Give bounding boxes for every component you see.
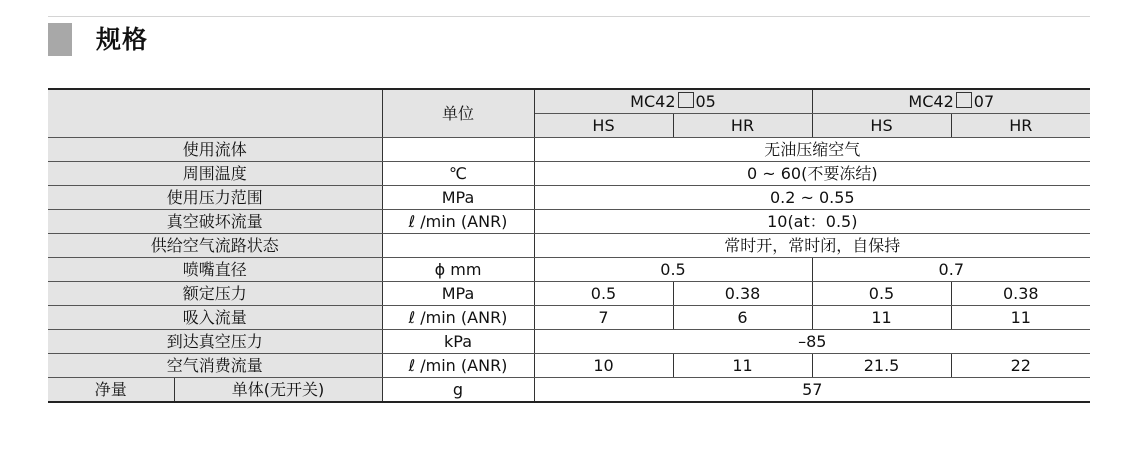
row-value: –85 bbox=[534, 330, 1090, 354]
table-row bbox=[48, 306, 1090, 330]
row-value: 0.5 bbox=[812, 282, 951, 306]
table-row bbox=[48, 162, 1090, 186]
row-unit: ℓ /min (ANR) bbox=[382, 354, 534, 378]
row-label: 供给空气流路状态 bbox=[48, 234, 382, 258]
subheader-b-hr: HR bbox=[951, 114, 1090, 138]
row-value: 11 bbox=[673, 354, 812, 378]
header-unit-cell: 单位 bbox=[382, 89, 534, 138]
row-unit: ℓ /min (ANR) bbox=[382, 306, 534, 330]
subheader-a-hr: HR bbox=[673, 114, 812, 138]
row-value: 0 ~ 60(不要冻结) bbox=[534, 162, 1090, 186]
row-label: 真空破坏流量 bbox=[48, 210, 382, 234]
square-box-icon bbox=[956, 92, 972, 108]
row-value: 7 bbox=[534, 306, 673, 330]
header-item-cell bbox=[48, 89, 382, 138]
header-model-a bbox=[534, 89, 812, 114]
row-value: 10 bbox=[534, 354, 673, 378]
table-row bbox=[48, 210, 1090, 234]
row-value: 0.38 bbox=[951, 282, 1090, 306]
row-unit: kPa bbox=[382, 330, 534, 354]
table-row bbox=[48, 258, 1090, 282]
table-row bbox=[48, 354, 1090, 378]
row-value: 0.38 bbox=[673, 282, 812, 306]
table-row bbox=[48, 138, 1090, 162]
table-row bbox=[48, 234, 1090, 258]
row-label: 到达真空压力 bbox=[48, 330, 382, 354]
row-value: 11 bbox=[951, 306, 1090, 330]
subheader-a-hs: HS bbox=[534, 114, 673, 138]
row-value: 常时开，常时闭，自保持 bbox=[534, 234, 1090, 258]
row-unit: g bbox=[382, 378, 534, 403]
section-marker-bar bbox=[48, 23, 72, 56]
model-b-suffix: 07 bbox=[973, 92, 995, 111]
spec-table bbox=[48, 88, 1090, 403]
row-label: 额定压力 bbox=[48, 282, 382, 306]
row-value: 0.7 bbox=[812, 258, 1090, 282]
row-unit: ℓ /min (ANR) bbox=[382, 210, 534, 234]
table-row bbox=[48, 282, 1090, 306]
row-value: 22 bbox=[951, 354, 1090, 378]
model-a-suffix: 05 bbox=[695, 92, 716, 111]
row-label: 空气消费流量 bbox=[48, 354, 382, 378]
row-label: 净量 bbox=[48, 378, 174, 403]
row-value: 0.5 bbox=[534, 282, 673, 306]
model-b-prefix: MC42 bbox=[908, 92, 954, 111]
subheader-b-hs: HS bbox=[812, 114, 951, 138]
table-row bbox=[48, 330, 1090, 354]
row-unit: MPa bbox=[382, 282, 534, 306]
top-divider bbox=[48, 16, 1090, 17]
model-a-prefix: MC42 bbox=[630, 92, 676, 111]
row-value: 11 bbox=[812, 306, 951, 330]
header-model-b bbox=[812, 89, 1090, 114]
row-label: 吸入流量 bbox=[48, 306, 382, 330]
table-row bbox=[48, 186, 1090, 210]
row-value: 21.5 bbox=[812, 354, 951, 378]
row-unit bbox=[382, 138, 534, 162]
row-unit bbox=[382, 234, 534, 258]
row-unit: ϕ mm bbox=[382, 258, 534, 282]
row-value: 57 bbox=[534, 378, 1090, 403]
row-label: 使用压力范围 bbox=[48, 186, 382, 210]
row-value: 0.5 bbox=[534, 258, 812, 282]
row-label: 周围温度 bbox=[48, 162, 382, 186]
row-unit: ℃ bbox=[382, 162, 534, 186]
row-value: 无油压缩空气 bbox=[534, 138, 1090, 162]
row-value: 6 bbox=[673, 306, 812, 330]
table-header-row bbox=[48, 89, 1090, 114]
table-row bbox=[48, 378, 1090, 403]
row-unit: MPa bbox=[382, 186, 534, 210]
section-title: 规格 bbox=[96, 25, 149, 54]
row-value: 0.2 ~ 0.55 bbox=[534, 186, 1090, 210]
square-box-icon bbox=[678, 92, 694, 108]
row-label: 使用流体 bbox=[48, 138, 382, 162]
row-value: 10(at：0.5) bbox=[534, 210, 1090, 234]
row-sublabel: 单体(无开关) bbox=[174, 378, 382, 403]
row-label: 喷嘴直径 bbox=[48, 258, 382, 282]
